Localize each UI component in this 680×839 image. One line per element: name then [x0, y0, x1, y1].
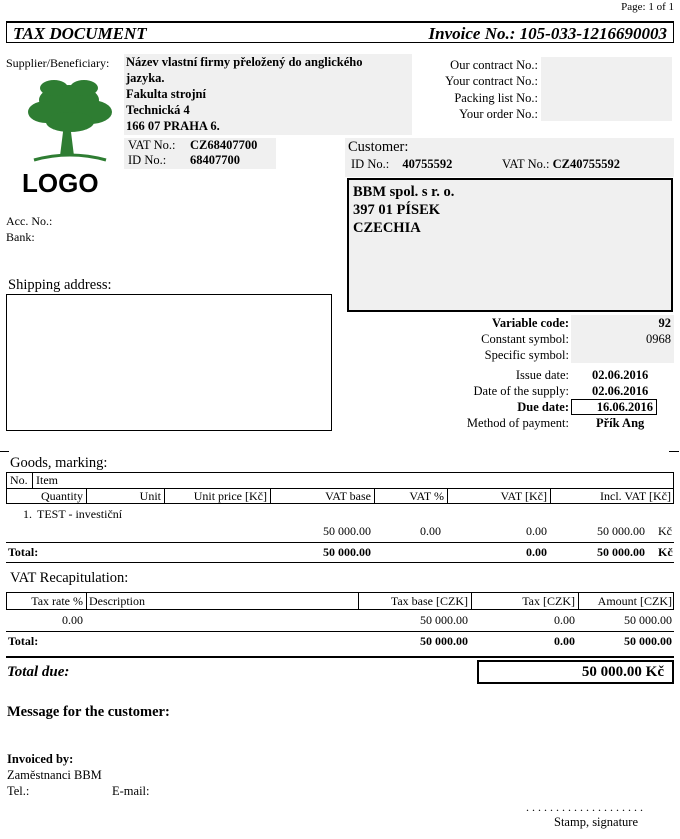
supply-date-label: Date of the supply: — [473, 384, 569, 398]
constant-symbol-value: 0968 — [646, 332, 671, 346]
our-contract-label: Our contract No.: — [450, 58, 538, 72]
goods-total-incl: 50 000.00 — [597, 545, 645, 559]
item-vat: 0.00 — [526, 524, 547, 538]
signature-line: . . . . . . . . . . . . . . . . . . . . — [526, 800, 643, 814]
customer-id — [351, 157, 452, 172]
customer-address-box — [347, 178, 673, 312]
bank-label: Bank: — [6, 230, 35, 244]
col-vat-base: VAT base — [325, 489, 371, 503]
supplier-id-label: ID No.: — [128, 153, 167, 167]
customer-vat — [502, 157, 620, 172]
stamp-label: Stamp, signature — [554, 815, 639, 829]
recap-col-amount: Amount [CZK] — [597, 594, 672, 608]
goods-table-header — [6, 472, 674, 504]
item-no: 1. — [23, 507, 32, 521]
tree-logo-icon — [24, 78, 116, 164]
payment-method-value: Přík Ang — [596, 416, 645, 430]
supplier-label: Supplier/Beneficiary: — [6, 56, 110, 70]
variable-code-value: 92 — [658, 316, 671, 330]
recap-total-base: 50 000.00 — [420, 634, 468, 648]
recap-total-tax: 0.00 — [554, 634, 575, 648]
item-vat-pct: 0.00 — [420, 524, 441, 538]
issue-date-value: 02.06.2016 — [592, 368, 649, 382]
payment-method-label: Method of payment: — [466, 416, 569, 430]
item-vat-base: 50 000.00 — [323, 524, 371, 538]
item-currency: Kč — [658, 524, 672, 538]
due-date-label: Due date: — [517, 400, 569, 414]
document-header — [6, 21, 674, 43]
customer-id-value: 40755592 — [402, 157, 453, 171]
col-unit: Unit — [139, 489, 161, 503]
goods-total-row — [6, 545, 674, 561]
supplier-name-line2: jazyka. — [126, 71, 165, 85]
page-number: Page: 1 of 1 — [621, 1, 674, 13]
col-no: No. — [10, 473, 28, 487]
supplier-address-block — [124, 54, 412, 135]
recap-col-desc: Description — [89, 594, 145, 608]
customer-label: Customer: — [348, 139, 409, 155]
col-item: Item — [36, 473, 58, 487]
supplier-vat-value: CZ68407700 — [190, 138, 258, 152]
customer-vat-value: CZ40755592 — [552, 157, 620, 171]
recap-col-base: Tax base [CZK] — [390, 594, 468, 608]
total-due-value: 50 000.00 Kč — [477, 660, 674, 684]
total-due-label: Total due: — [7, 664, 70, 680]
payment-codes-values — [571, 315, 671, 363]
goods-label: Goods, marking: — [10, 455, 108, 471]
email-label: E-mail: — [112, 784, 150, 798]
supplier-ids — [124, 138, 276, 169]
recap-col-rate: Tax rate % — [31, 594, 83, 608]
vat-recap-label: VAT Recapitulation: — [10, 570, 129, 586]
invoiced-by-label: Invoiced by: — [7, 752, 74, 766]
shipping-address-box — [6, 294, 332, 431]
payment-codes-labels — [420, 315, 569, 363]
customer-city: 397 01 PÍSEK — [353, 202, 441, 218]
invoice-number: Invoice No.: 105-033-1216690003 — [428, 24, 667, 43]
recap-row-base: 50 000.00 — [420, 613, 468, 627]
shipping-address-label: Shipping address: — [8, 277, 112, 293]
supplier-address1: Fakulta strojní — [126, 87, 206, 101]
recap-total-row — [6, 634, 674, 650]
account-number-label: Acc. No.: — [6, 214, 53, 228]
message-label: Message for the customer: — [7, 704, 170, 720]
packing-list-label: Packing list No.: — [454, 90, 538, 105]
specific-symbol-label: Specific symbol: — [484, 348, 569, 362]
goods-row — [6, 506, 674, 540]
recap-row — [6, 613, 674, 629]
recap-row-amount: 50 000.00 — [624, 613, 672, 627]
recap-table-header — [6, 592, 674, 610]
supply-date-value: 02.06.2016 — [592, 384, 649, 398]
item-name: TEST - investiční — [37, 507, 123, 521]
your-contract-label: Your contract No.: — [445, 74, 538, 89]
customer-vat-label: VAT No.: — [502, 157, 550, 171]
goods-total-label: Total: — [8, 545, 39, 559]
col-vat-pct: VAT % — [409, 489, 444, 503]
recap-col-tax: Tax [CZK] — [522, 594, 575, 608]
issue-date-label: Issue date: — [515, 368, 569, 382]
col-unit-price: Unit price [Kč] — [193, 489, 267, 503]
supplier-address2: Technická 4 — [126, 103, 190, 117]
due-date-value: 16.06.2016 — [571, 399, 657, 415]
recap-total-amount: 50 000.00 — [624, 634, 672, 648]
invoiced-by-name: Zaměstnanci BBM — [7, 768, 102, 782]
recap-row-rate: 0.00 — [62, 613, 83, 627]
tel-label: Tel.: — [7, 784, 30, 798]
item-incl-vat: 50 000.00 — [597, 524, 645, 538]
customer-country: CZECHIA — [353, 220, 421, 236]
contracts-labels — [400, 57, 538, 122]
customer-name: BBM spol. s r. o. — [353, 184, 455, 200]
document-title: TAX DOCUMENT — [13, 24, 147, 43]
recap-row-tax: 0.00 — [554, 613, 575, 627]
col-incl-vat: Incl. VAT [Kč] — [600, 489, 671, 503]
constant-symbol-label: Constant symbol: — [481, 332, 569, 346]
supplier-vat-label: VAT No.: — [128, 138, 176, 152]
recap-total-label: Total: — [8, 634, 39, 648]
dates-labels — [420, 367, 569, 431]
goods-total-vat: 0.00 — [526, 545, 547, 559]
goods-total-currency: Kč — [658, 545, 673, 559]
specific-symbol-value — [571, 347, 671, 363]
goods-total-vat-base: 50 000.00 — [323, 545, 371, 559]
supplier-id-value: 68407700 — [190, 153, 240, 167]
your-order-label: Your order No.: — [459, 106, 538, 121]
variable-code-label: Variable code: — [492, 316, 569, 330]
customer-id-label: ID No.: — [351, 157, 390, 171]
supplier-address3: 166 07 PRAHA 6. — [126, 119, 220, 133]
logo-text: LOGO — [22, 168, 99, 198]
col-quantity: Quantity — [41, 489, 83, 503]
col-vat: VAT [Kč] — [500, 489, 547, 503]
contracts-values — [541, 57, 672, 121]
supplier-name-line1: Název vlastní firmy přeložený do anglického — [126, 55, 363, 69]
